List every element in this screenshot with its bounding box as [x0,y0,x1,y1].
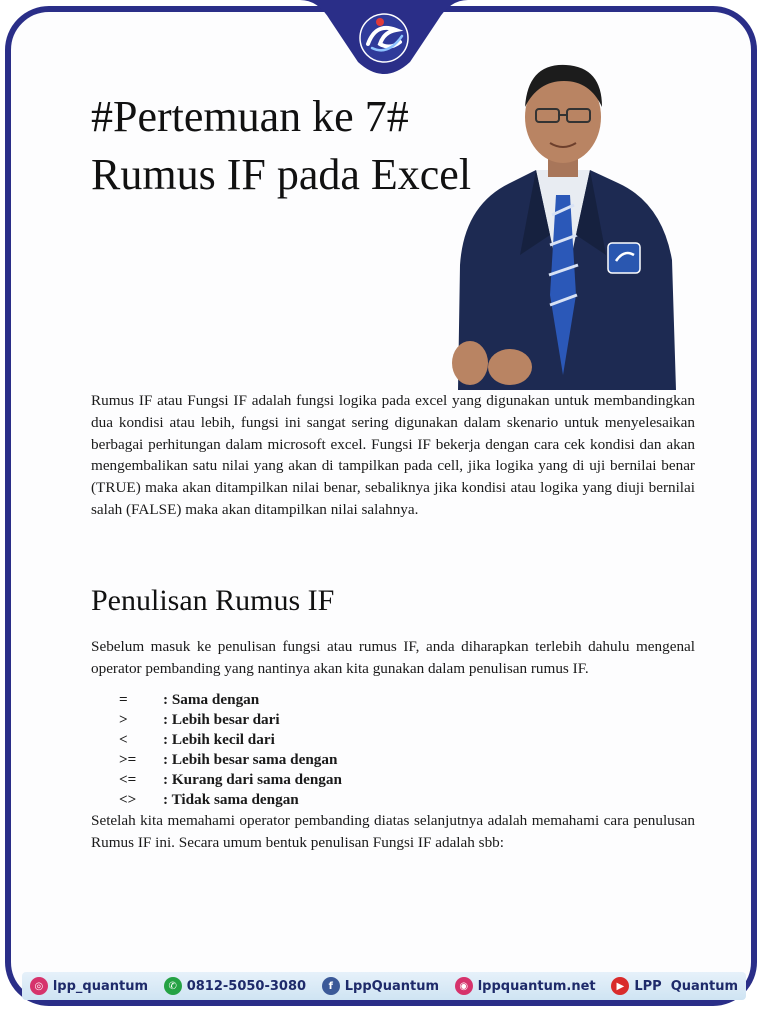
facebook-handle: LppQuantum [344,978,440,994]
operator-desc: : Lebih besar dari [163,711,280,728]
whatsapp-number: 0812-5050-3080 [186,978,307,994]
website-url: lppquantum.net [477,978,596,994]
footer-youtube[interactable] [611,977,738,995]
operator-desc: : Tidak sama dengan [163,791,299,808]
footer-contacts [22,972,746,1000]
operator-desc: : Lebih besar sama dengan [163,751,338,768]
footer-instagram[interactable] [30,977,148,995]
operator-symbol: >= [119,751,137,768]
title-line-2: Rumus IF pada Excel [91,150,472,199]
page-title [91,88,471,204]
instagram-icon: ◎ [30,977,48,995]
facebook-icon: f [322,977,340,995]
operator-item [119,770,342,790]
footer-website[interactable] [455,977,596,995]
website-icon: ◉ [455,977,473,995]
operator-item [119,790,342,810]
operator-list [119,690,342,810]
youtube-channel: LPP Quantum [634,978,739,994]
operator-symbol: <> [119,791,137,808]
operator-desc: : Sama dengan [163,691,260,708]
operator-item [119,710,342,730]
whatsapp-icon: ✆ [164,977,182,995]
footer-facebook[interactable] [322,977,439,995]
operator-desc: : Kurang dari sama dengan [163,771,342,788]
title-line-1: #Pertemuan ke 7# [91,92,409,141]
operator-symbol: <= [119,771,137,788]
footer-whatsapp[interactable] [164,977,306,995]
youtube-icon: ▶ [611,977,629,995]
presenter-photo [440,55,680,390]
operator-symbol: = [119,691,128,708]
operator-item [119,690,342,710]
closing-paragraph: Setelah kita memahami operator pembanding diatas selanjutnya adalah memahami cara penulusan Rumus IF ini. Secara umum bentuk penulisan Fungsi IF adalah sbb: [91,812,695,851]
operator-item [119,730,342,750]
operator-desc: : Lebih kecil dari [163,731,275,748]
section-paragraph: Sebelum masuk ke penulisan fungsi atau rumus IF, anda diharapkan terlebih dahulu mengenal operator pembanding yang nantinya akan kita gunakan dalam penulisan rumus IF. [91,638,695,677]
section-heading: Penulisan Rumus IF [91,584,335,617]
intro-paragraph: Rumus IF atau Fungsi IF adalah fungsi logika pada excel yang digunakan untuk membandingkan dua kondisi atau lebih, fungsi ini sangat sering digunakan dalam skenario untuk menyelesaikan berbagai perhitungan dalam microsoft excel. Fungsi IF bekerja dengan cara cek kondisi dan akan mengembalikan satu nilai yang akan di tampilkan pada cell, jika logika yang di uji bernilai benar (TRUE) maka akan ditampilkan nilai benar, sebaliknya jika kondisi atau logika yang diuji bernilai salah (FALSE) maka akan ditampilkan nilai salahnya. [91,392,695,518]
operator-item [119,750,342,770]
instagram-handle: lpp_quantum [52,978,149,994]
operator-symbol: < [119,731,128,748]
operator-symbol: > [119,711,128,728]
